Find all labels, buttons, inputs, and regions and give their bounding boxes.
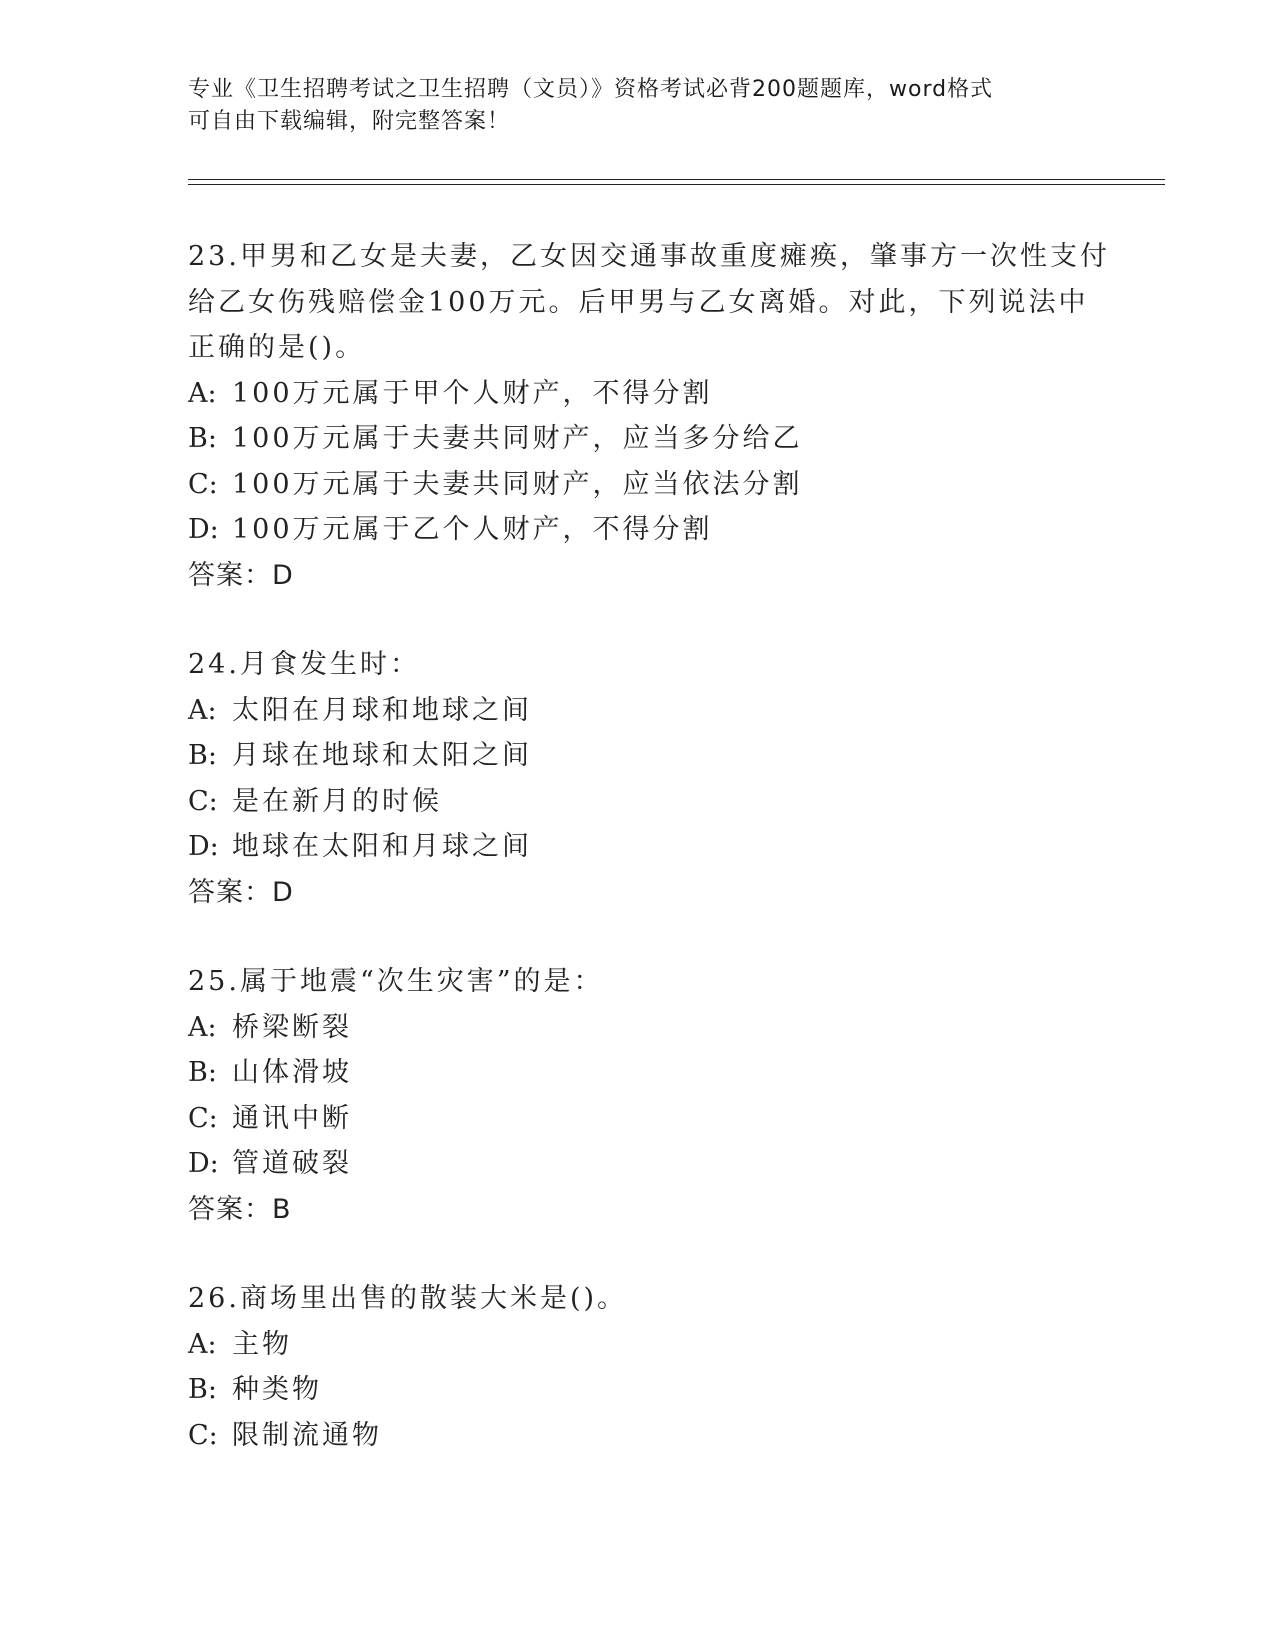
option-label: A: (188, 694, 217, 726)
answer-line: 答案：B (188, 1193, 292, 1225)
option-label: D: (188, 514, 219, 545)
question-stem-line: 26.商场里出售的散装大米是()。 (188, 1283, 628, 1314)
option-label: D: (188, 1148, 219, 1179)
option-text: 100万元属于甲个人财产，不得分割 (232, 377, 713, 409)
header-line-1: 专业《卫生招聘考试之卫生招聘（文员）》资格考试必背200题题库，word格式 (188, 77, 994, 102)
option-text: 100万元属于夫妻共同财产，应当依法分割 (232, 468, 803, 500)
option-b (188, 1050, 1088, 1096)
question-24 (188, 642, 1088, 915)
option-d (188, 1141, 1088, 1187)
option-text: 100万元属于乙个人财产，不得分割 (232, 514, 713, 545)
option-a (188, 1005, 1088, 1051)
option-label: D: (188, 831, 219, 862)
option-text: 地球在太阳和月球之间 (232, 831, 532, 862)
option-text: 100万元属于夫妻共同财产，应当多分给乙 (232, 423, 803, 454)
option-label: C: (188, 785, 218, 817)
question-26 (188, 1276, 1088, 1458)
option-text: 月球在地球和太阳之间 (232, 740, 532, 771)
option-c (188, 1096, 1088, 1142)
option-label: C: (188, 468, 218, 500)
question-stem-line: 23.甲男和乙女是夫妻，乙女因交通事故重度瘫痪，肇事方一次性支付 (188, 241, 1110, 272)
option-text: 桥梁断裂 (232, 1011, 352, 1043)
option-text: 种类物 (232, 1374, 322, 1405)
option-a (188, 1322, 1088, 1368)
option-c (188, 1413, 1088, 1459)
option-text: 是在新月的时候 (232, 785, 442, 817)
option-label: B: (188, 423, 217, 454)
question-stem-line: 给乙女伤残赔偿金100万元。后甲男与乙女离婚。对此，下列说法中 (188, 286, 1089, 318)
answer-line: 答案：D (188, 876, 294, 908)
header-divider-bottom (188, 184, 1165, 185)
option-b (188, 416, 1088, 462)
question-stem-line: 24.月食发生时： (188, 649, 420, 680)
question-25 (188, 959, 1088, 1232)
option-label: C: (188, 1419, 218, 1451)
question-23 (188, 234, 1110, 598)
option-label: A: (188, 377, 217, 409)
answer-line: 答案：D (188, 559, 294, 591)
option-label: A: (188, 1011, 217, 1043)
option-text: 山体滑坡 (232, 1057, 352, 1088)
option-b (188, 1367, 1088, 1413)
option-text: 通讯中断 (232, 1102, 352, 1134)
option-d (188, 507, 1088, 553)
option-c (188, 779, 1088, 825)
header-divider-top (188, 179, 1165, 180)
option-label: C: (188, 1102, 218, 1134)
option-b (188, 733, 1088, 779)
question-list (188, 234, 1110, 1502)
option-text: 太阳在月球和地球之间 (232, 694, 532, 726)
option-label: B: (188, 1057, 217, 1088)
header-line-2: 可自由下载编辑，附完整答案！ (188, 109, 511, 134)
question-stem-line: 25.属于地震“次生灾害”的是： (188, 966, 604, 997)
document-header (188, 74, 1088, 138)
option-label: B: (188, 1374, 217, 1405)
option-text: 限制流通物 (232, 1419, 382, 1451)
option-c (188, 462, 1088, 508)
option-text: 主物 (232, 1328, 292, 1360)
option-label: A: (188, 1328, 217, 1360)
question-stem-line: 正确的是()。 (188, 332, 366, 363)
option-a (188, 371, 1088, 417)
option-text: 管道破裂 (232, 1148, 352, 1179)
option-d (188, 824, 1088, 870)
option-label: B: (188, 740, 217, 771)
option-a (188, 688, 1088, 734)
